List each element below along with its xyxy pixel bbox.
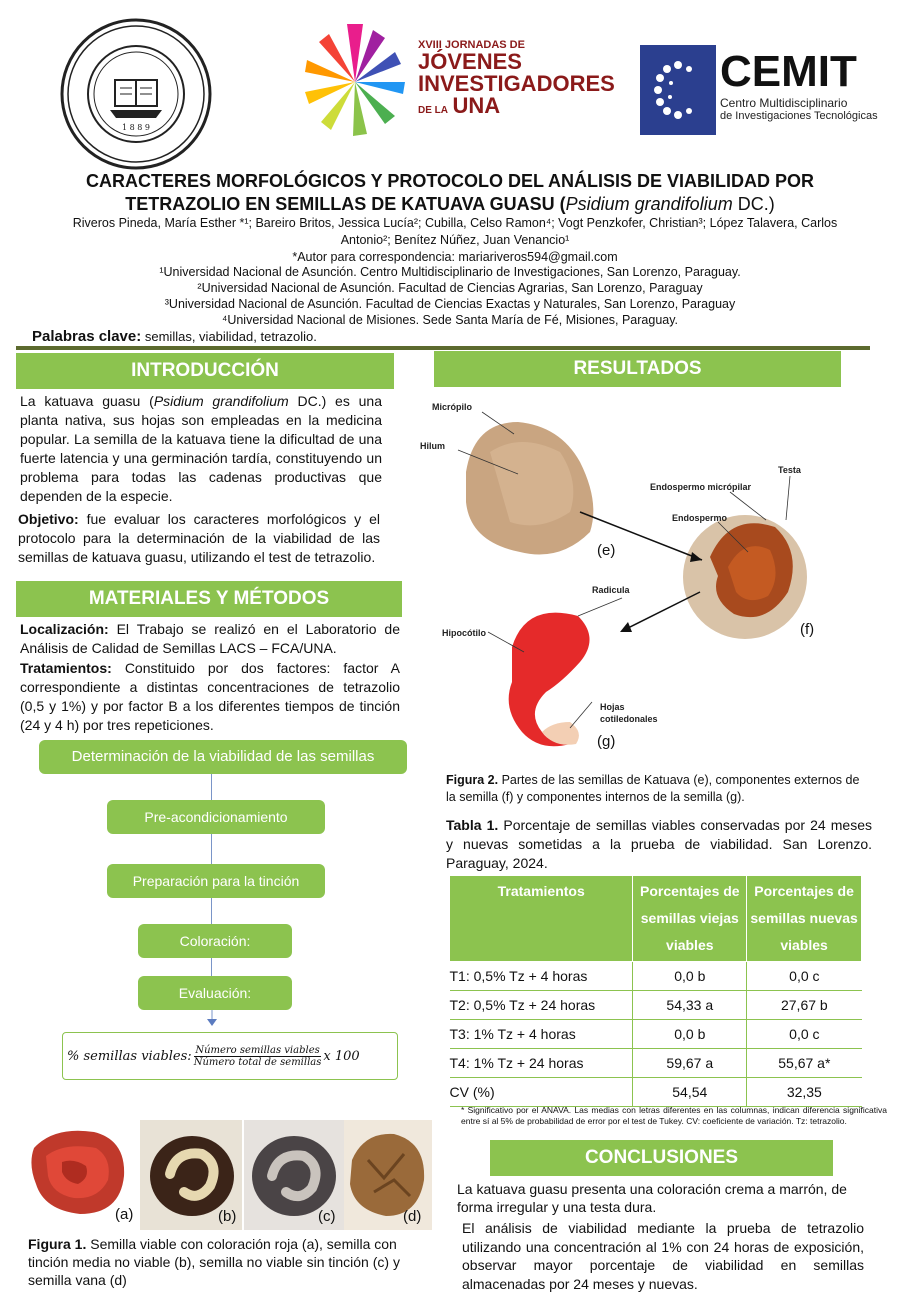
authors [40, 215, 870, 266]
event-title-logo [418, 40, 618, 117]
figure2-caption [446, 772, 872, 806]
affiliation-2: ²Universidad Nacional de Asunción. Facultad de Ciencias Agrarias, San Lorenzo, Paraguay [197, 281, 703, 295]
table-cell-treatment: T2: 0,5% Tz + 24 horas [450, 991, 633, 1020]
table-cell-old: 0,0 b [633, 1020, 747, 1049]
label-hipocotilo: Hipocótilo [442, 628, 486, 638]
event-line4b: UNA [452, 93, 501, 118]
flow-step-evaluation: Evaluación: [138, 976, 292, 1010]
flow-step-preparation: Preparación para la tinción [107, 864, 325, 898]
intro-p1-b: DC.) es una planta nativa, sus hojas son empleadas en la medicina popular. La semilla de la katuava tiene la dificultad de una fuerte latencia y una germinación tardía, constituyendo un problema para todas las cadenas productivas que dependen de la especie. [20, 393, 382, 504]
flow-connector [211, 774, 212, 800]
keywords-label: Palabras clave: [32, 328, 142, 345]
objective-label: Objetivo: [18, 511, 79, 527]
table-row [450, 1049, 862, 1078]
conclusion-paragraph-1: La katuava guasu presenta una coloración crema a marrón, de forma irregular y una testa dura. [457, 1181, 847, 1215]
table-cell-old: 0,0 b [633, 962, 747, 991]
location-label: Localización: [20, 621, 109, 637]
figure2-caption-label: Figura 2. [446, 773, 499, 787]
event-line1: XVIII JORNADAS DE [418, 39, 525, 51]
conclusion-paragraph-2: El análisis de viabilidad mediante la prueba de tetrazolio utilizando una concentración al 1% con 24 horas de exposición, observar mayor porcentaje de viabilidad en semillas almacenadas por 24 meses y nuevas. [462, 1220, 864, 1292]
keywords [32, 328, 317, 345]
table-row [450, 1020, 862, 1049]
figure1-caption-label: Figura 1. [28, 1236, 87, 1252]
table-cell-new: 32,35 [747, 1078, 862, 1107]
cemit-name: CEMIT [720, 47, 857, 96]
methods-heading: MATERIALES Y MÉTODOS [16, 581, 402, 617]
cemit-sub2: de Investigaciones Tecnológicas [720, 110, 878, 122]
table-cell-treatment: T3: 1% Tz + 4 horas [450, 1020, 633, 1049]
fig1-label-b: (b) [218, 1208, 237, 1225]
fig1-label-d: (d) [403, 1208, 422, 1225]
conclusions-heading: CONCLUSIONES [490, 1140, 833, 1176]
flow-connector [211, 834, 212, 864]
results-table [449, 875, 862, 1107]
objective-text: fue evaluar los caracteres morfológicos y el protocolo para la determinación de la viabilidad de las semillas de katuava guasu, utilizando el test de tetrazolio. [18, 511, 380, 565]
table-cell-treatment: CV (%) [450, 1078, 633, 1107]
affiliation-3: ³Universidad Nacional de Asunción. Facultad de Ciencias Exactas y Naturales, San Lorenzo, Paraguay [164, 297, 736, 311]
table-row [450, 962, 862, 991]
title-line2-pre: TETRAZOLIO EN SEMILLAS DE KATUAVA GUASU ( [125, 194, 566, 214]
flow-step-coloration: Coloración: [138, 924, 292, 958]
fig1-label-c: (c) [318, 1208, 336, 1225]
starburst-logo [300, 22, 410, 140]
table1-caption [446, 816, 872, 873]
authors-line2: Antonio²; Benítez Núñez, Juan Venancio¹ [340, 233, 570, 247]
correspondence: *Autor para correspondencia: mariariveros594@gmail.com [292, 250, 618, 264]
label-cotiledonales: cotiledonales [600, 714, 658, 724]
table1-caption-text: Porcentaje de semillas viables conservadas por 24 meses y nuevas sometidas a la prueba de viabilidad. San Lorenzo. Paraguay, 2024. [446, 817, 873, 871]
intro-paragraph [20, 392, 382, 506]
formula-prefix: % semillas viables: [67, 1048, 192, 1064]
intro-p1-a: La katuava guasu ( [20, 393, 154, 409]
intro-species: Psidium grandifolium [153, 393, 289, 409]
figure1-caption-text: Semilla viable con coloración roja (a), semilla con tinción media no viable (b), semilla no viable sin tinción (c) y semilla vana (d) [28, 1236, 400, 1288]
label-micropilo: Micrópilo [432, 402, 472, 412]
svg-text:1 8 8 9: 1 8 8 9 [122, 123, 150, 132]
university-seal-logo [60, 18, 212, 170]
title-species: Psidium grandifolium [565, 194, 733, 214]
event-line2: JÓVENES [418, 49, 522, 74]
event-line4a: DE LA [418, 105, 448, 116]
figure2-caption-text: Partes de las semillas de Katuava (e), componentes externos de la semilla (f) y componentes internos de la semilla (g). [446, 773, 860, 804]
cemit-sub1: Centro Multidisciplinario [720, 96, 848, 110]
table1-caption-label: Tabla 1. [446, 817, 499, 833]
table-header-old-seeds: Porcentajes de semillas viejas viables [633, 876, 747, 962]
objective-paragraph [18, 510, 380, 567]
table-row [450, 991, 862, 1020]
flow-title-box: Determinación de la viabilidad de las semillas [39, 740, 407, 774]
flow-step-preconditioning: Pre-acondicionamiento [107, 800, 325, 834]
fig2-label-g: (g) [597, 733, 616, 750]
cemit-icon [640, 45, 716, 135]
formula-denominator: Número total de semillas [193, 1056, 322, 1068]
table-cell-old: 54,54 [633, 1078, 747, 1107]
table-header-new-seeds: Porcentajes de semillas nuevas viables [747, 876, 862, 962]
cemit-logo [720, 48, 890, 122]
label-testa: Testa [778, 465, 801, 475]
header-divider [16, 346, 870, 350]
label-endospermo-micropilar: Endospermo micrópilar [650, 482, 752, 492]
table-cell-new: 27,67 b [747, 991, 862, 1020]
figure1-caption [28, 1235, 436, 1289]
event-line3: INVESTIGADORES [418, 71, 615, 96]
location-paragraph [20, 620, 400, 658]
table-cell-treatment: T1: 0,5% Tz + 4 horas [450, 962, 633, 991]
table-cell-old: 59,67 a [633, 1049, 747, 1078]
label-endospermo: Endospermo [672, 513, 728, 523]
results-heading: RESULTADOS [434, 351, 841, 387]
label-hojas: Hojas [600, 702, 625, 712]
table-footnote: * Significativo por el ANAVA. Las medias con letras diferentes en las columnas, indican diferencia significativa entre sí al 5% de probabilidad de error por el test de Tukey. CV: coeficiente de variación. Tz: tetrazolio. [461, 1105, 887, 1126]
viability-formula [62, 1032, 398, 1080]
label-radicula: Radicula [592, 585, 630, 595]
treatments-paragraph [20, 659, 400, 735]
fig2-label-f: (f) [800, 621, 815, 638]
keywords-value: semillas, viabilidad, tetrazolio. [144, 329, 317, 344]
table-cell-new: 55,67 a* [747, 1049, 862, 1078]
flow-arrow-icon [205, 1010, 219, 1026]
fig1-label-a: (a) [115, 1206, 134, 1223]
fig2-label-e: (e) [597, 542, 616, 559]
title-line1: CARACTERES MORFOLÓGICOS Y PROTOCOLO DEL ANÁLISIS DE VIABILIDAD POR [85, 171, 815, 191]
table-row [450, 1078, 862, 1107]
formula-suffix: x 100 [323, 1048, 360, 1064]
title-line2-post: DC.) [732, 194, 775, 214]
label-hilum: Hilum [420, 441, 446, 451]
location-text: El Trabajo se realizó en el Laboratorio de Análisis de Calidad de Semillas LACS – FCA/UNA. [20, 621, 400, 656]
table-cell-old: 54,33 a [633, 991, 747, 1020]
affiliation-1: ¹Universidad Nacional de Asunción. Centro Multidisciplinario de Investigaciones, San Lorenzo, Paraguay. [159, 265, 741, 279]
table-cell-new: 0,0 c [747, 962, 862, 991]
intro-heading: INTRODUCCIÓN [16, 353, 394, 389]
formula-numerator: Número semillas viables [195, 1044, 320, 1056]
table-cell-treatment: T4: 1% Tz + 24 horas [450, 1049, 633, 1078]
flow-connector [211, 898, 212, 924]
authors-line1: Riveros Pineda, María Esther *¹; Bareiro Britos, Jessica Lucía²; Cubilla, Celso Ramon⁴; Vogt Penzkofer, Christian³; López Talavera, Carlos [72, 216, 838, 230]
table-header-treatments: Tratamientos [450, 876, 633, 962]
treatments-text: Constituido por dos factores: factor A correspondiente a distintas concentraciones de tetrazolio (0,5 y 1%) y por factor B a los diferentes tiempos de tinción (24 y 4 h) por tres repeticiones. [20, 660, 400, 733]
poster-title [0, 170, 900, 216]
affiliation-4: ⁴Universidad Nacional de Misiones. Sede Santa María de Fé, Misiones, Paraguay. [221, 313, 679, 327]
figure2-diagram [430, 392, 870, 767]
table-cell-new: 0,0 c [747, 1020, 862, 1049]
treatments-label: Tratamientos: [20, 660, 112, 676]
flow-connector [211, 958, 212, 976]
